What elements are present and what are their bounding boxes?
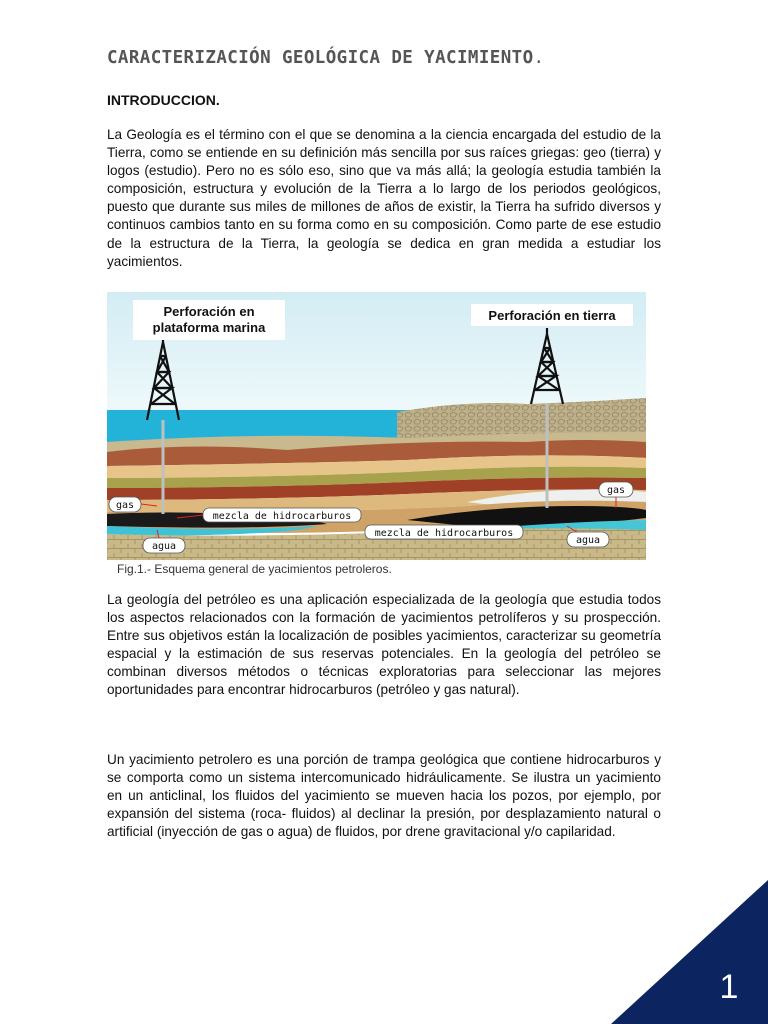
page-corner-triangle bbox=[611, 880, 768, 1024]
reservoir-diagram bbox=[107, 292, 646, 560]
reservoir-diagram-figure bbox=[107, 292, 646, 560]
water-right-label: agua bbox=[575, 535, 601, 546]
mix-right-label: mezcla de hidrocarburos bbox=[374, 528, 514, 539]
section-heading: INTRODUCCION. bbox=[107, 92, 220, 108]
paragraph-geology-intro: La Geología es el término con el que se denomina a la ciencia encargada del estudio de la Tierra, como se entiende en su definición más sencilla por sus raíces griegas: geo (tierra) y logos (estudio). Pero no es sólo eso, sino que va más allá; la geología estudia también la composición, estructura y evolución de la Tierra a lo largo de los periodos geológicos, puesto que durante sus miles de millones de años de existir, la Tierra ha sufrido diversos y continuos cambios tanto en su forma como en su composición. Como parte de ese estudio de la estructura de la Tierra, la geología se dedica en gran medida a estudiar los yacimientos. bbox=[107, 127, 661, 269]
paragraph-reservoir-definition: Un yacimiento petrolero es una porción de trampa geológica que contiene hidrocarburos y se comporta como un sistema intercomunicado hidráulicamente. Se ilustra un yacimiento en un anticlinal, los fluidos del yacimiento se mueven hacia los pozos, por ejemplo, por expansión del sistema (roca- fluidos) al declinar la presión, por desplazamiento natural o artificial (inyección de gas o agua) de fluidos, por drene gravitacional y/o capilaridad. bbox=[107, 752, 661, 840]
mix-left-label: mezcla de hidrocarburos bbox=[212, 511, 352, 522]
page-number: 1 bbox=[719, 968, 739, 1006]
gas-right-label: gas bbox=[606, 485, 626, 496]
water-left-label: agua bbox=[151, 541, 177, 552]
page-title-suffix: . bbox=[533, 48, 545, 68]
page-title bbox=[107, 48, 544, 68]
offshore-title-line1: Perforación en bbox=[163, 304, 255, 319]
onshore-title: Perforación en tierra bbox=[488, 308, 616, 323]
page-title-text: CARACTERIZACIÓN GEOLÓGICA DE YACIMIENTO bbox=[107, 48, 534, 68]
offshore-title-line2: plataforma marina bbox=[152, 320, 266, 335]
figure-caption: Fig.1.- Esquema general de yacimientos petroleros. bbox=[117, 562, 392, 576]
gas-left-label: gas bbox=[115, 500, 135, 511]
paragraph-petroleum-geology: La geología del petróleo es una aplicación especializada de la geología que estudia todos los aspectos relacionados con la formación de yacimientos petrolíferos y su prospección. Entre sus objetivos están la localización de posibles yacimientos, caracterizar su geometría espacial y la estimación de sus reservas potenciales. En la geología del petróleo se combinan diversos métodos o técnicas exploratorias para seleccionar las mejores oportunidades para encontrar hidrocarburos (petróleo y gas natural). bbox=[107, 592, 661, 698]
